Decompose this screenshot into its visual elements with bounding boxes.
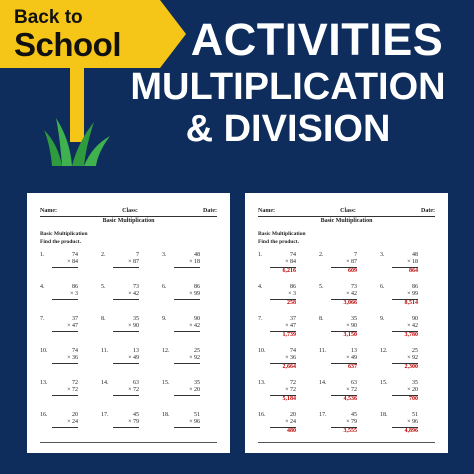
answer-value: 864 xyxy=(392,267,418,275)
problem-number: 10. xyxy=(40,348,48,354)
multiplier: × 18 xyxy=(189,259,200,265)
answer-value: 6,216 xyxy=(270,267,296,275)
problem-item xyxy=(40,252,95,275)
problem-number: 17. xyxy=(319,412,327,418)
problem-item xyxy=(258,252,313,275)
problem-item xyxy=(380,316,435,339)
multiplicand: 35 xyxy=(351,316,357,322)
multiplier: × 20 xyxy=(407,387,418,393)
date-label: Date: xyxy=(420,208,435,214)
problem-number: 16. xyxy=(258,412,266,418)
worksheet-answer-key xyxy=(245,193,448,453)
problem-item xyxy=(101,252,156,275)
multiplier: × 49 xyxy=(128,355,139,361)
problem-item xyxy=(319,380,374,403)
answer-blank xyxy=(52,299,78,307)
multiplicand: 35 xyxy=(133,316,139,322)
problem-item xyxy=(101,316,156,339)
multiplicand: 13 xyxy=(133,348,139,354)
problem-body xyxy=(270,284,296,307)
multiplier: × 96 xyxy=(407,419,418,425)
problem-body xyxy=(174,380,200,403)
problem-body xyxy=(174,348,200,371)
problem-item xyxy=(40,380,95,403)
answer-value: 8,514 xyxy=(392,299,418,307)
problem-number: 11. xyxy=(101,348,109,354)
problem-body xyxy=(52,348,78,371)
problem-grid xyxy=(258,252,435,435)
problem-number: 10. xyxy=(258,348,266,354)
multiplier: × 42 xyxy=(407,323,418,329)
problem-item xyxy=(380,284,435,307)
problem-body xyxy=(113,316,139,339)
problem-body xyxy=(392,348,418,371)
multiplier: × 84 xyxy=(67,259,78,265)
sign-line2: School xyxy=(14,26,122,63)
problem-body xyxy=(331,284,357,307)
multiplicand: 74 xyxy=(72,252,78,258)
name-label: Name: xyxy=(258,208,275,214)
multiplier: × 42 xyxy=(346,291,357,297)
multiplier: × 47 xyxy=(67,323,78,329)
problem-body xyxy=(52,412,78,435)
multiplier: × 42 xyxy=(189,323,200,329)
multiplier: × 90 xyxy=(128,323,139,329)
problem-item xyxy=(40,348,95,371)
problem-item xyxy=(319,412,374,435)
multiplicand: 45 xyxy=(133,412,139,418)
problem-number: 12. xyxy=(162,348,170,354)
multiplier: × 47 xyxy=(285,323,296,329)
problem-body xyxy=(52,252,78,275)
problem-item xyxy=(258,380,313,403)
problem-body xyxy=(392,252,418,275)
answer-value: 3,555 xyxy=(331,427,357,435)
problem-number: 1. xyxy=(40,252,45,258)
problem-body xyxy=(392,284,418,307)
problem-number: 6. xyxy=(162,284,167,290)
answer-value: 4,896 xyxy=(392,427,418,435)
multiplicand: 45 xyxy=(351,412,357,418)
multiplier: × 72 xyxy=(67,387,78,393)
multiplicand: 86 xyxy=(72,284,78,290)
problem-body xyxy=(174,284,200,307)
sign-line1: Back to xyxy=(14,7,83,28)
answer-blank xyxy=(174,427,200,435)
problem-body xyxy=(331,348,357,371)
problem-body xyxy=(52,316,78,339)
problem-number: 3. xyxy=(380,252,385,258)
problem-item xyxy=(40,316,95,339)
multiplicand: 37 xyxy=(290,316,296,322)
problem-item xyxy=(40,284,95,307)
answer-value: 700 xyxy=(392,395,418,403)
problem-body xyxy=(331,316,357,339)
answer-value: 5,184 xyxy=(270,395,296,403)
problem-body xyxy=(113,284,139,307)
problem-grid xyxy=(40,252,217,435)
problem-body xyxy=(113,380,139,403)
multiplicand: 90 xyxy=(194,316,200,322)
problem-number: 6. xyxy=(380,284,385,290)
problem-number: 7. xyxy=(258,316,263,322)
problem-number: 9. xyxy=(380,316,385,322)
answer-value: 1,739 xyxy=(270,331,296,339)
multiplicand: 72 xyxy=(72,380,78,386)
problem-item xyxy=(40,412,95,435)
problem-item xyxy=(101,348,156,371)
problem-body xyxy=(174,412,200,435)
answer-value: 4,536 xyxy=(331,395,357,403)
problem-body xyxy=(113,348,139,371)
problem-number: 14. xyxy=(319,380,327,386)
problem-body xyxy=(270,380,296,403)
worksheet-subheader: Basic Multiplication xyxy=(40,216,217,224)
answer-value: 637 xyxy=(331,363,357,371)
problem-item xyxy=(380,412,435,435)
multiplier: × 99 xyxy=(407,291,418,297)
class-label: Class: xyxy=(340,208,356,214)
multiplier: × 87 xyxy=(128,259,139,265)
worksheet-subheader: Basic Multiplication xyxy=(258,216,435,224)
answer-blank xyxy=(113,267,139,275)
problem-item xyxy=(162,412,217,435)
problem-number: 7. xyxy=(40,316,45,322)
multiplicand: 74 xyxy=(290,348,296,354)
problem-number: 2. xyxy=(319,252,324,258)
problem-body xyxy=(113,252,139,275)
answer-blank xyxy=(174,363,200,371)
answer-blank xyxy=(113,331,139,339)
title-line3: & DIVISION xyxy=(185,108,391,150)
answer-blank xyxy=(52,395,78,403)
multiplier: × 92 xyxy=(407,355,418,361)
problem-item xyxy=(258,284,313,307)
multiplier: × 72 xyxy=(128,387,139,393)
problem-number: 15. xyxy=(162,380,170,386)
answer-blank xyxy=(174,331,200,339)
multiplier: × 49 xyxy=(346,355,357,361)
worksheet-header xyxy=(40,208,217,214)
problem-item xyxy=(162,380,217,403)
problem-body xyxy=(174,316,200,339)
worksheet-header xyxy=(258,208,435,214)
multiplier: × 79 xyxy=(346,419,357,425)
answer-value: 2,300 xyxy=(392,363,418,371)
date-label: Date: xyxy=(202,208,217,214)
multiplier: × 79 xyxy=(128,419,139,425)
multiplier: × 92 xyxy=(189,355,200,361)
multiplicand: 7 xyxy=(136,252,139,258)
multiplicand: 73 xyxy=(351,284,357,290)
answer-blank xyxy=(52,331,78,339)
problem-body xyxy=(392,412,418,435)
multiplicand: 86 xyxy=(412,284,418,290)
grass-icon xyxy=(44,116,114,166)
multiplicand: 73 xyxy=(133,284,139,290)
multiplicand: 37 xyxy=(72,316,78,322)
problem-item xyxy=(258,316,313,339)
multiplicand: 20 xyxy=(290,412,296,418)
problem-item xyxy=(162,348,217,371)
answer-blank xyxy=(174,299,200,307)
problem-item xyxy=(162,316,217,339)
multiplicand: 63 xyxy=(133,380,139,386)
problem-number: 4. xyxy=(40,284,45,290)
problem-item xyxy=(162,284,217,307)
worksheet-title: Basic Multiplication xyxy=(40,231,88,237)
multiplicand: 90 xyxy=(412,316,418,322)
worksheet-instruction: Find the product. xyxy=(258,239,300,245)
problem-number: 16. xyxy=(40,412,48,418)
problem-number: 17. xyxy=(101,412,109,418)
problem-number: 18. xyxy=(380,412,388,418)
problem-number: 11. xyxy=(319,348,327,354)
multiplicand: 13 xyxy=(351,348,357,354)
problem-number: 4. xyxy=(258,284,263,290)
answer-value: 3,150 xyxy=(331,331,357,339)
multiplicand: 25 xyxy=(194,348,200,354)
multiplicand: 86 xyxy=(290,284,296,290)
worksheet-blank xyxy=(27,193,230,453)
problem-body xyxy=(270,316,296,339)
problem-body xyxy=(113,412,139,435)
problem-item xyxy=(319,316,374,339)
answer-value: 2,664 xyxy=(270,363,296,371)
banner xyxy=(0,0,474,190)
problem-body xyxy=(270,412,296,435)
multiplier: × 36 xyxy=(285,355,296,361)
problem-number: 3. xyxy=(162,252,167,258)
answer-value: 3,780 xyxy=(392,331,418,339)
problem-body xyxy=(331,412,357,435)
problem-body xyxy=(392,316,418,339)
multiplicand: 48 xyxy=(412,252,418,258)
multiplier: × 96 xyxy=(189,419,200,425)
multiplier: × 24 xyxy=(67,419,78,425)
multiplicand: 35 xyxy=(194,380,200,386)
answer-blank xyxy=(113,395,139,403)
title-line2: MULTIPLICATION xyxy=(130,66,446,108)
footer-rule xyxy=(258,442,435,443)
problem-body xyxy=(331,380,357,403)
problem-body xyxy=(52,380,78,403)
problem-number: 1. xyxy=(258,252,263,258)
multiplier: × 72 xyxy=(285,387,296,393)
multiplicand: 51 xyxy=(194,412,200,418)
problem-item xyxy=(101,284,156,307)
problem-number: 13. xyxy=(258,380,266,386)
worksheet-title: Basic Multiplication xyxy=(258,231,306,237)
problem-number: 18. xyxy=(162,412,170,418)
answer-blank xyxy=(113,427,139,435)
answer-value: 480 xyxy=(270,427,296,435)
answer-blank xyxy=(174,395,200,403)
multiplicand: 51 xyxy=(412,412,418,418)
problem-item xyxy=(101,412,156,435)
multiplicand: 25 xyxy=(412,348,418,354)
worksheet-instruction: Find the product. xyxy=(40,239,82,245)
name-label: Name: xyxy=(40,208,57,214)
problem-body xyxy=(331,252,357,275)
problem-body xyxy=(270,348,296,371)
problem-number: 13. xyxy=(40,380,48,386)
multiplier: × 24 xyxy=(285,419,296,425)
problem-item xyxy=(380,348,435,371)
multiplicand: 74 xyxy=(72,348,78,354)
problem-body xyxy=(52,284,78,307)
problem-body xyxy=(174,252,200,275)
answer-value: 609 xyxy=(331,267,357,275)
multiplicand: 20 xyxy=(72,412,78,418)
problem-item xyxy=(319,284,374,307)
multiplier: × 3 xyxy=(70,291,78,297)
multiplier: × 36 xyxy=(67,355,78,361)
problem-item xyxy=(380,252,435,275)
multiplicand: 35 xyxy=(412,380,418,386)
multiplicand: 72 xyxy=(290,380,296,386)
problem-number: 5. xyxy=(101,284,106,290)
multiplier: × 3 xyxy=(288,291,296,297)
problem-number: 15. xyxy=(380,380,388,386)
multiplier: × 42 xyxy=(128,291,139,297)
multiplicand: 74 xyxy=(290,252,296,258)
problem-number: 14. xyxy=(101,380,109,386)
answer-blank xyxy=(113,363,139,371)
multiplier: × 20 xyxy=(189,387,200,393)
problem-number: 8. xyxy=(319,316,324,322)
multiplier: × 90 xyxy=(346,323,357,329)
problem-item xyxy=(380,380,435,403)
class-label: Class: xyxy=(122,208,138,214)
multiplicand: 48 xyxy=(194,252,200,258)
answer-value: 3,066 xyxy=(331,299,357,307)
multiplier: × 18 xyxy=(407,259,418,265)
answer-blank xyxy=(52,427,78,435)
answer-blank xyxy=(52,267,78,275)
problem-number: 9. xyxy=(162,316,167,322)
footer-rule xyxy=(40,442,217,443)
problem-item xyxy=(101,380,156,403)
problem-item xyxy=(162,252,217,275)
problem-item xyxy=(258,412,313,435)
multiplier: × 87 xyxy=(346,259,357,265)
multiplicand: 86 xyxy=(194,284,200,290)
multiplicand: 7 xyxy=(354,252,357,258)
answer-value: 258 xyxy=(270,299,296,307)
answer-blank xyxy=(113,299,139,307)
multiplicand: 63 xyxy=(351,380,357,386)
title-line1: ACTIVITIES xyxy=(190,14,444,65)
answer-blank xyxy=(174,267,200,275)
problem-number: 5. xyxy=(319,284,324,290)
problem-item xyxy=(319,252,374,275)
answer-blank xyxy=(52,363,78,371)
problem-number: 2. xyxy=(101,252,106,258)
problem-item xyxy=(258,348,313,371)
multiplier: × 72 xyxy=(346,387,357,393)
problem-item xyxy=(319,348,374,371)
problem-body xyxy=(270,252,296,275)
multiplier: × 99 xyxy=(189,291,200,297)
multiplier: × 84 xyxy=(285,259,296,265)
problem-body xyxy=(392,380,418,403)
problem-number: 8. xyxy=(101,316,106,322)
problem-number: 12. xyxy=(380,348,388,354)
